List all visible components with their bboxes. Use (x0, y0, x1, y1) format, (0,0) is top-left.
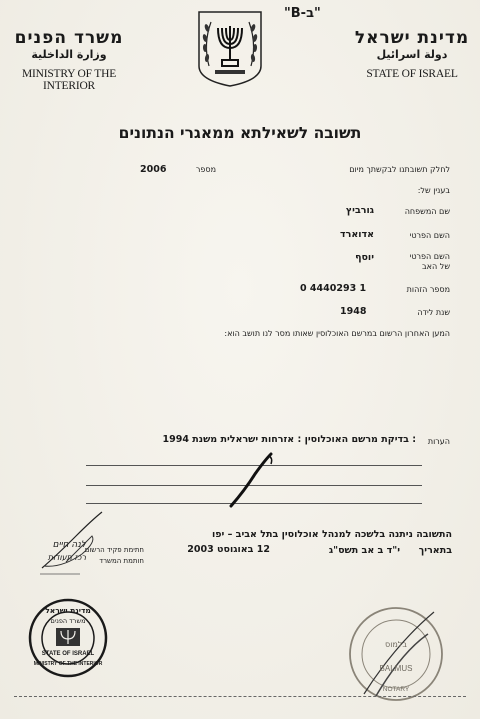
father-name-label: השם הפרטי של האב (409, 252, 450, 271)
notary-label: NOTARY (382, 686, 410, 693)
notary-name: BALMUS (379, 664, 413, 673)
office-stamp-title: חותמת המשרד (99, 557, 144, 565)
state-name-arabic: دولة اسرائيل (376, 48, 448, 61)
birth-year-label: שנת לידה (417, 308, 450, 317)
number-value: 2006 (140, 164, 167, 175)
ministry-name-arabic: وزارة الداخلية (31, 48, 107, 61)
number-label: מספר (195, 165, 216, 174)
birth-year-value: 1948 (340, 306, 367, 317)
father-name-value: יוסף (355, 252, 374, 263)
ministry-name-english: MINISTRY OF THE INTERIOR (21, 68, 117, 92)
document-title: תשובה לשאילתא ממאגרי הנתונים (118, 124, 362, 142)
seal-ministry-english: MINISTRY OF THE INTERIOR (33, 661, 103, 667)
pen-stroke (225, 450, 285, 510)
bottom-dashed-line (14, 696, 466, 697)
date-gregorian: 12 באוגוסט 2003 (187, 544, 270, 555)
surname-label: שם המשפחה (404, 207, 450, 216)
first-name-label: השם הפרטי (409, 231, 450, 240)
signature-clerk-title: חתימת פקיד הרשום (84, 546, 144, 554)
signatory-title: רכז תעודות (47, 553, 86, 562)
signatory-name: לנה חיים (52, 540, 86, 550)
remarks-label: הערות (427, 437, 450, 446)
date-label: בתאריך (418, 545, 452, 556)
state-name-english: STATE OF ISRAEL (366, 68, 458, 80)
surname-value: גורביץ (345, 205, 374, 216)
state-emblem-icon (195, 8, 265, 88)
state-name-hebrew: מדינת ישראל (354, 28, 470, 48)
residence-note: המען האחרון הרשום במרשם האוכלוסין שאותו מסר לנו תושב הוא: (224, 329, 450, 338)
date-hebrew: י"ד ב אב תשס"ג (328, 545, 400, 556)
issued-line: התשובה ניתנה בלשכה למנהל אוכלוסין בתל אביב – יפו (211, 529, 452, 540)
notary-name-hebrew: בלמוס (385, 640, 407, 649)
document-code: "B-ב" (284, 6, 321, 21)
id-number-label: מספר הזהות (406, 285, 450, 294)
id-number-value: 0 4440293 1 (300, 283, 367, 294)
first-name-value: אדוארד (340, 229, 374, 240)
seal-state-hebrew: מדינת ישראל (45, 606, 91, 615)
seal-state-english: STATE OF ISRAEL (41, 651, 95, 657)
remarks-value: : בדיקת מרשם האוכלוסין : אזרחות ישראלית משנת 1994 (162, 434, 416, 445)
seal-ministry-hebrew: משרד הפנים (50, 617, 86, 625)
ministry-name-hebrew: משרד הפנים (14, 28, 124, 48)
subject-label: בענין של: (417, 186, 450, 195)
signature-scribble (36, 506, 108, 576)
intro-text: לחלק תשובתנו לבקשתך מיום (349, 165, 450, 174)
